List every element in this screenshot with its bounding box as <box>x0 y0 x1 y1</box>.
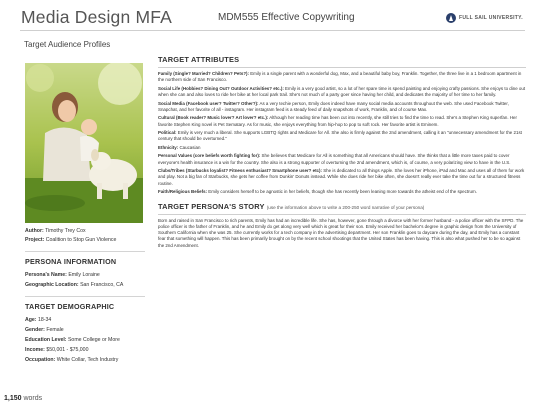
story-divider <box>158 214 526 215</box>
geo-location-field: Geographic Location: San Francisco, CA <box>25 282 124 288</box>
persona-photo-illustration <box>25 63 143 223</box>
attribute-faith: Faith/Religious Beliefs: Emily considers herself to be agnostic in her beliefs, though she has recently been leaning more towards the atheist end of the spectrum. <box>158 189 477 195</box>
story-text: Born and raised in San Francisco to rich parents, Emily has had an incredible life. She has, however, gone through a divorce with her former husband - a police officer with the SFPD. The police officer is the father of Franklin, and he and Emily do get along very well which is great for their son. Emily received her bachelor's degree in graphic design from the University of Southern California when she was 25. She currently works for a tech company in the advertising department. Her son Franklin goes to daycare during the day, and Emily has a constant fear that something will happen. This has been primarily brought on by the recent school shootings that the United States has been having. This is also what pushed her to be so against the 2nd Amendment. <box>158 217 524 248</box>
course-title: MDM555 Effective Copywriting <box>218 12 355 23</box>
attributes-heading: TARGET ATTRIBUTES <box>158 55 240 64</box>
word-count <box>4 395 42 402</box>
header-divider <box>20 30 525 31</box>
persona-photo <box>25 63 143 223</box>
attribute-cultural: Cultural (Book reader? Music lover? Art lover? etc.): Although her reading time has been cut into recently, she still tries to find the time to read. She's a Stephen King superfan. Her favorite Stephen King novel is Pet Sematary. As for music, she enjoys everything from hip-hop to pop to soft rock. Her favorite artist is Eminem. <box>158 115 517 127</box>
word-count-value: 1,150 <box>4 395 22 402</box>
persona-sidebar <box>25 227 145 365</box>
attribute-social-media: Social Media (Facebook user? Twitter? Other?): As a very techie person, Emily does indeed have many social media accounts throughout the web. She used Facebook Twitter, Snapchat, and her favorite of all - instagram. Her instagram feed is a steady feed of daily snapshots of work, Franklin, and of course Max. <box>158 100 509 112</box>
gender-field: Gender: Female <box>25 327 64 333</box>
university-name: FULL SAIL UNIVERSITY. <box>459 15 523 21</box>
page-header <box>0 0 540 30</box>
program-title: Media Design MFA <box>21 7 173 27</box>
persona-info-heading: PERSONA INFORMATION <box>25 251 145 266</box>
project-line: Project: Coalition to Stop Gun Violence <box>25 237 117 243</box>
education-field: Education Level: Some College or More <box>25 337 120 343</box>
author-line: Author: Timothy Trey Cox <box>25 228 86 234</box>
attribute-social-life: Social Life (Hobbies? Dining Out? Outdoor Activities? etc.): Emily is a very good artist, so a lot of her spare time is spend painting and enjoying crafty passions. She enjoys to dine out when she can and also loves to ride her bike at her local park trail. She's not much of a party goer since having her child, and dedicates the majority of her time to her family. <box>158 85 526 98</box>
university-logo <box>446 13 523 23</box>
persona-name-field: Persona's Name: Emily Loraine <box>25 272 100 278</box>
page-subtitle: Target Audience Profiles <box>24 40 111 49</box>
attribute-personal-values: Personal Values (core beliefs worth fighting for): She believes that Medicare for All is something that all Americans should have. She thinks that a little more taxes paid to cover everyone's health insurance is a win for the country. She also is a strong supporter of overturning the 2nd amendment, which is, of course, a very polarizing view to have in the U.S. <box>158 153 511 165</box>
attribute-ethnicity: Ethnicity: Caucasian <box>158 144 201 150</box>
word-count-label: words <box>23 395 43 402</box>
persona-name-value: Emily Loraine <box>68 272 100 278</box>
geo-location-value: San Francisco, CA <box>80 282 124 288</box>
age-field: Age: 18-34 <box>25 317 52 323</box>
occupation-field: Occupation: White Collar, Tech Industry <box>25 357 119 363</box>
full-sail-logo-icon <box>446 13 456 23</box>
story-heading: TARGET PERSONA'S STORY (use the information above to write a 200-250 word narrative of your persona) <box>158 201 425 211</box>
main-content <box>158 55 526 249</box>
attribute-family: Family (Single? Married? Children? Pets?): Emily is a single parent with a wonderful dog, Max, and a beautiful baby boy, Franklin. Together, the three live in a 1 bedroom apartment in the northern side of San Francisco. <box>158 71 522 83</box>
attribute-clubs-tribes: Clubs/Tribes (Starbucks loyalist? Fitness enthusiast? Smartphone user? etc): She is dedicated to all things Apple. She loves her iPhone, iPad and Mac and uses all of them for work and play. Not a big fan of Starbucks, she gets her coffee from Dunkin' Donuts instead. While she does ride her bike often, she doesn't really ever take the time out for a structured fitness routine. <box>158 168 525 186</box>
demographic-heading: TARGET DEMOGRAPHIC <box>25 296 145 311</box>
project-name: Coalition to Stop Gun Violence <box>45 237 117 243</box>
attribute-political: Political: Emily is very much a liberal. She supports LGBTQ rights and Medicare for All. She also is firmly against the 2nd amendment, calling it an "unnecessary amendment for the 21st century that should be overturned." <box>158 130 522 142</box>
income-field: Income: $50,001 - $75,000 <box>25 347 89 353</box>
author-name: Timothy Trey Cox <box>45 228 86 234</box>
attributes-divider <box>158 67 526 68</box>
story-note: (use the information above to write a 200-250 word narrative of your persona) <box>266 204 425 210</box>
